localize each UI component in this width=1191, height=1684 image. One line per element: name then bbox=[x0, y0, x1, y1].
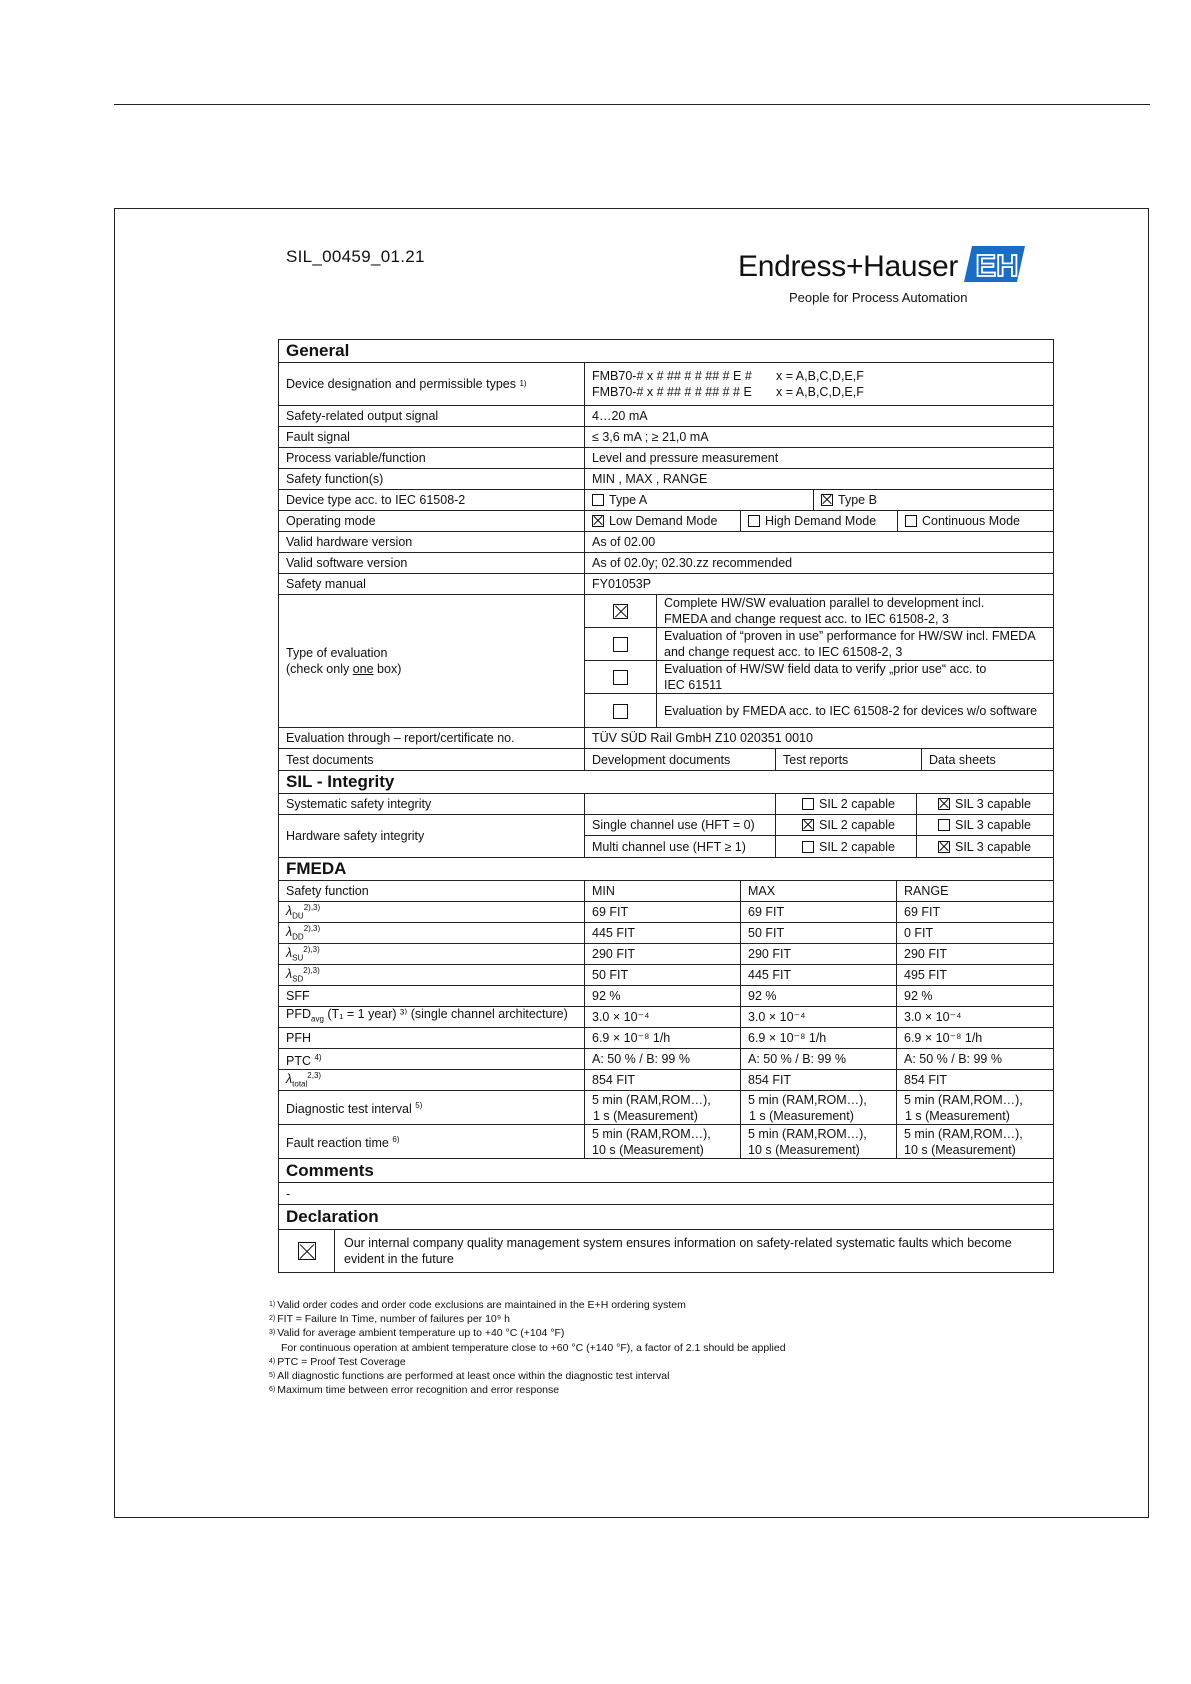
section-title-declaration: Declaration bbox=[286, 1207, 379, 1226]
fmeda-value-range: 5 min (RAM,ROM…), 1 s (Measurement) bbox=[904, 1092, 1023, 1123]
general-header bbox=[279, 340, 1053, 363]
fmeda-value-range: 495 FIT bbox=[904, 968, 948, 982]
declaration-header bbox=[279, 1205, 1053, 1230]
fmeda-value-max: 69 FIT bbox=[741, 902, 897, 922]
fmeda-label: Diagnostic test interval $^{5)}$ bbox=[279, 1091, 585, 1124]
row-safety-manual bbox=[279, 574, 1053, 595]
comments-text: - bbox=[286, 1186, 291, 1201]
col-max: MAX bbox=[741, 881, 897, 901]
option-continuous[interactable]: Continuous Mode bbox=[898, 511, 1053, 531]
fmeda-row-lambda-total bbox=[279, 1070, 1053, 1091]
row-declaration bbox=[279, 1230, 1053, 1272]
value-safety-functions: MIN , MAX , RANGE bbox=[592, 472, 708, 486]
footnote: 2) FIT = Failure In Time, number of failures per 10⁹ h bbox=[269, 1313, 511, 1326]
sil-declaration-form bbox=[278, 339, 1054, 1273]
fmeda-row-pfd bbox=[279, 1007, 1053, 1028]
value-sw-version: As of 02.0y; 02.30.zz recommended bbox=[592, 556, 793, 570]
fmeda-value-min: 5 min (RAM,ROM…), 1 s (Measurement) bbox=[585, 1091, 741, 1124]
checkbox-checked[interactable] bbox=[938, 798, 950, 810]
label-evaluation-through: Evaluation through – report/certificate no. bbox=[279, 728, 585, 748]
comments-header bbox=[279, 1159, 1053, 1183]
checkbox-unchecked[interactable] bbox=[748, 515, 760, 527]
fmeda-value-min: 92 % bbox=[585, 986, 741, 1006]
label-test-documents: Test documents bbox=[279, 749, 585, 770]
fmeda-row-lambda-su bbox=[279, 944, 1053, 965]
fmeda-value-max: 3.0 × 10⁻⁴ bbox=[741, 1007, 897, 1027]
checkbox-unchecked[interactable] bbox=[592, 494, 604, 506]
value-device-designation: FMB70-# x # ## # # ## # E # x = A,B,C,D,E,F FMB70-# x # ## # # ## # # E x = A,B,C,D,E,F bbox=[592, 369, 864, 399]
checkbox-unchecked[interactable] bbox=[613, 704, 628, 719]
row-device-designation bbox=[279, 363, 1053, 406]
fmeda-label: $\lambda_{DD}^{2),3)}$ bbox=[279, 923, 585, 943]
fmeda-value-min: 5 min (RAM,ROM…), 10 s (Measurement) bbox=[585, 1125, 741, 1158]
label-multi-channel: Multi channel use (HFT ≥ 1) bbox=[585, 836, 776, 858]
fmeda-value-max: 92 % bbox=[741, 986, 897, 1006]
fmeda-value-min: A: 50 % / B: 99 % bbox=[585, 1049, 741, 1069]
footnote: 4) PTC = Proof Test Coverage bbox=[269, 1355, 406, 1368]
fmeda-value-range: A: 50 % / B: 99 % bbox=[904, 1052, 1002, 1066]
fmeda-value-min: 50 FIT bbox=[585, 965, 741, 985]
section-title-general: General bbox=[286, 341, 350, 360]
label-type-of-evaluation: Type of evaluation (check only one box) bbox=[279, 595, 585, 727]
row-evaluation-through bbox=[279, 728, 1053, 749]
label-systematic-integrity: Systematic safety integrity bbox=[279, 794, 585, 814]
label-single-channel: Single channel use (HFT = 0) bbox=[585, 815, 776, 835]
fmeda-column-header bbox=[279, 881, 1053, 902]
hardware-multi-channel bbox=[585, 836, 1053, 858]
footnote-continuation: For continuous operation at ambient temperature close to +60 °C (+140 °F), a factor of 2.1 should be applied bbox=[281, 1341, 786, 1354]
evaluation-option[interactable]: Evaluation of “proven in use” performance for HW/SW incl. FMEDA and change request acc. to IEC 61508-2, 3 bbox=[585, 628, 1053, 661]
empty-cell bbox=[585, 794, 776, 814]
fmeda-header bbox=[279, 858, 1053, 881]
value-evaluation-through: TÜV SÜD Rail GmbH Z10 020351 0010 bbox=[592, 731, 813, 745]
value-output-signal: 4…20 mA bbox=[592, 409, 648, 423]
checkbox-unchecked[interactable] bbox=[905, 515, 917, 527]
fmeda-value-min: 6.9 × 10⁻⁸ 1/h bbox=[585, 1028, 741, 1048]
row-test-documents bbox=[279, 749, 1053, 771]
fmeda-value-max: 6.9 × 10⁻⁸ 1/h bbox=[741, 1028, 897, 1048]
header-rule bbox=[114, 104, 1150, 105]
fmeda-value-min: 3.0 × 10⁻⁴ bbox=[585, 1007, 741, 1027]
row-type-of-evaluation bbox=[279, 595, 1053, 728]
row-output-signal bbox=[279, 406, 1053, 427]
option-low-demand[interactable]: Low Demand Mode bbox=[585, 511, 741, 531]
fmeda-label: $\lambda_{SD}^{2),3)}$ bbox=[279, 965, 585, 985]
checkbox-checked[interactable] bbox=[613, 604, 628, 619]
fmeda-row-lambda-sd bbox=[279, 965, 1053, 986]
fmeda-row-pfh bbox=[279, 1028, 1053, 1049]
footnote: 6) Maximum time between error recognition and error response bbox=[269, 1384, 560, 1397]
row-comments bbox=[279, 1183, 1053, 1205]
fmeda-label: PFH bbox=[279, 1028, 585, 1048]
section-title-sil: SIL - Integrity bbox=[286, 772, 395, 791]
fmeda-label: SFF bbox=[279, 986, 585, 1006]
checkbox-unchecked[interactable] bbox=[802, 841, 814, 853]
value-fault-signal: ≤ 3,6 mA ; ≥ 21,0 mA bbox=[592, 430, 709, 444]
fmeda-value-range: 6.9 × 10⁻⁸ 1/h bbox=[904, 1031, 983, 1045]
fmeda-value-max: 5 min (RAM,ROM…), 1 s (Measurement) bbox=[741, 1091, 897, 1124]
value-test-reports: Test reports bbox=[776, 749, 922, 770]
fmeda-row-diagnostic-interval bbox=[279, 1091, 1053, 1125]
fmeda-label: $\lambda_{total}^{2,3)}$ bbox=[279, 1070, 585, 1090]
fmeda-row-lambda-dd bbox=[279, 923, 1053, 944]
fmeda-value-min: 445 FIT bbox=[585, 923, 741, 943]
checkbox-checked[interactable] bbox=[592, 515, 604, 527]
row-device-type bbox=[279, 490, 1053, 511]
option-multi-sil3[interactable]: SIL 3 capable bbox=[917, 836, 1053, 858]
option-type-b[interactable]: Type B bbox=[814, 490, 1053, 510]
evaluation-options bbox=[585, 595, 1053, 727]
col-range: RANGE bbox=[904, 884, 949, 898]
fmeda-value-max: A: 50 % / B: 99 % bbox=[741, 1049, 897, 1069]
eh-logo-icon bbox=[964, 246, 1025, 282]
fmeda-label: PTC $^{4)}$ bbox=[279, 1049, 585, 1069]
footnotes bbox=[269, 1298, 786, 1397]
label-safety-function: Safety function bbox=[279, 881, 585, 901]
label-sw-version: Valid software version bbox=[279, 553, 585, 573]
checkbox-unchecked[interactable] bbox=[938, 819, 950, 831]
label-hardware-integrity: Hardware safety integrity bbox=[279, 815, 585, 857]
evaluation-option[interactable]: Complete HW/SW evaluation parallel to development incl. FMEDA and change request acc. to IEC 61508-2, 3 bbox=[585, 595, 1053, 628]
checkbox-unchecked[interactable] bbox=[613, 637, 628, 652]
fmeda-value-max: 5 min (RAM,ROM…), 10 s (Measurement) bbox=[741, 1125, 897, 1158]
logo-tagline: People for Process Automation bbox=[789, 290, 968, 305]
checkbox-checked[interactable] bbox=[938, 841, 950, 853]
col-min: MIN bbox=[585, 881, 741, 901]
footnote: 1) Valid order codes and order code exclusions are maintained in the E+H ordering system bbox=[269, 1299, 686, 1311]
footnote: 5) All diagnostic functions are performed at least once within the diagnostic test interval bbox=[269, 1370, 670, 1383]
company-logo bbox=[738, 246, 1028, 308]
option-single-sil3[interactable]: SIL 3 capable bbox=[917, 815, 1053, 835]
row-process-variable bbox=[279, 448, 1053, 469]
value-hw-version: As of 02.00 bbox=[592, 535, 656, 549]
option-systematic-sil3[interactable]: SIL 3 capable bbox=[917, 794, 1053, 814]
row-systematic-integrity bbox=[279, 794, 1053, 815]
logo-mark-text: EH bbox=[975, 248, 1019, 282]
checkbox-checked[interactable] bbox=[802, 819, 814, 831]
section-title-comments: Comments bbox=[286, 1160, 374, 1180]
label-output-signal: Safety-related output signal bbox=[279, 406, 585, 426]
fmeda-value-max: 854 FIT bbox=[741, 1070, 897, 1090]
label-safety-manual: Safety manual bbox=[279, 574, 585, 594]
row-operating-mode bbox=[279, 511, 1053, 532]
label-device-type: Device type acc. to IEC 61508-2 bbox=[279, 490, 585, 510]
row-sw-version bbox=[279, 553, 1053, 574]
row-hw-version bbox=[279, 532, 1053, 553]
footnote-ref: 1) bbox=[519, 379, 527, 388]
value-process-variable: Level and pressure measurement bbox=[592, 451, 779, 465]
declaration-checkbox-cell bbox=[279, 1230, 335, 1272]
footnote: 3) Valid for average ambient temperature up to +40 °C (+104 °F) bbox=[269, 1327, 565, 1340]
value-data-sheets: Data sheets bbox=[929, 752, 996, 767]
fmeda-label: Fault reaction time $^{6)}$ bbox=[279, 1125, 585, 1158]
fmeda-value-range: 854 FIT bbox=[904, 1073, 948, 1087]
row-hardware-integrity bbox=[279, 815, 1053, 858]
hardware-single-channel bbox=[585, 815, 1053, 836]
checkbox-checked[interactable] bbox=[821, 494, 833, 506]
fmeda-value-range: 290 FIT bbox=[904, 947, 948, 961]
fmeda-value-range: 3.0 × 10⁻⁴ bbox=[904, 1010, 962, 1024]
fmeda-value-range: 0 FIT bbox=[904, 926, 934, 940]
fmeda-value-min: 290 FIT bbox=[585, 944, 741, 964]
label-process-variable: Process variable/function bbox=[279, 448, 585, 468]
option-type-a[interactable]: Type A bbox=[585, 490, 814, 510]
checkbox-unchecked[interactable] bbox=[802, 798, 814, 810]
logo-name: Endress+Hauser bbox=[738, 250, 959, 283]
row-safety-functions bbox=[279, 469, 1053, 490]
value-development-documents: Development documents bbox=[585, 749, 776, 770]
label-hw-version: Valid hardware version bbox=[279, 532, 585, 552]
fmeda-value-max: 50 FIT bbox=[741, 923, 897, 943]
value-safety-manual: FY01053P bbox=[592, 577, 652, 591]
checkbox-unchecked[interactable] bbox=[613, 670, 628, 685]
section-title-fmeda: FMEDA bbox=[286, 859, 347, 878]
declaration-text: Our internal company quality management system ensures information on safety-related systematic faults which become evident in the future bbox=[344, 1236, 1012, 1266]
fmeda-label: $\lambda_{SU}^{2),3)}$ bbox=[279, 944, 585, 964]
fmeda-label: $\lambda_{DU}^{2),3)}$ bbox=[279, 902, 585, 922]
fmeda-row-fault-reaction bbox=[279, 1125, 1053, 1159]
option-systematic-sil2[interactable]: SIL 2 capable bbox=[776, 794, 917, 814]
fmeda-value-max: 445 FIT bbox=[741, 965, 897, 985]
fmeda-value-max: 290 FIT bbox=[741, 944, 897, 964]
row-fault-signal bbox=[279, 427, 1053, 448]
fmeda-label: $PFD_{avg}$ (T₁ = 1 year) ³⁾ (single channel architecture) bbox=[279, 1007, 585, 1027]
fmeda-value-range: 92 % bbox=[904, 989, 933, 1003]
option-single-sil2[interactable]: SIL 2 capable bbox=[776, 815, 917, 835]
option-high-demand[interactable]: High Demand Mode bbox=[741, 511, 898, 531]
label-operating-mode: Operating mode bbox=[279, 511, 585, 531]
fmeda-value-min: 69 FIT bbox=[585, 902, 741, 922]
fmeda-row-sff bbox=[279, 986, 1053, 1007]
label-fault-signal: Fault signal bbox=[279, 427, 585, 447]
fmeda-value-range: 69 FIT bbox=[904, 905, 941, 919]
fmeda-value-min: 854 FIT bbox=[585, 1070, 741, 1090]
label-device-designation: Device designation and permissible types 1) bbox=[279, 363, 585, 405]
fmeda-value-range: 5 min (RAM,ROM…), 10 s (Measurement) bbox=[904, 1126, 1023, 1157]
fmeda-row-lambda-du bbox=[279, 902, 1053, 923]
sil-header bbox=[279, 771, 1053, 794]
document-id: SIL_00459_01.21 bbox=[286, 247, 425, 266]
evaluation-option[interactable]: Evaluation by FMEDA acc. to IEC 61508-2 for devices w/o software bbox=[585, 694, 1053, 728]
fmeda-row-ptc bbox=[279, 1049, 1053, 1070]
checkbox-checked[interactable] bbox=[298, 1242, 316, 1260]
evaluation-option[interactable]: Evaluation of HW/SW field data to verify „prior use“ acc. to IEC 61511 bbox=[585, 661, 1053, 694]
label-safety-functions: Safety function(s) bbox=[279, 469, 585, 489]
option-multi-sil2[interactable]: SIL 2 capable bbox=[776, 836, 917, 858]
